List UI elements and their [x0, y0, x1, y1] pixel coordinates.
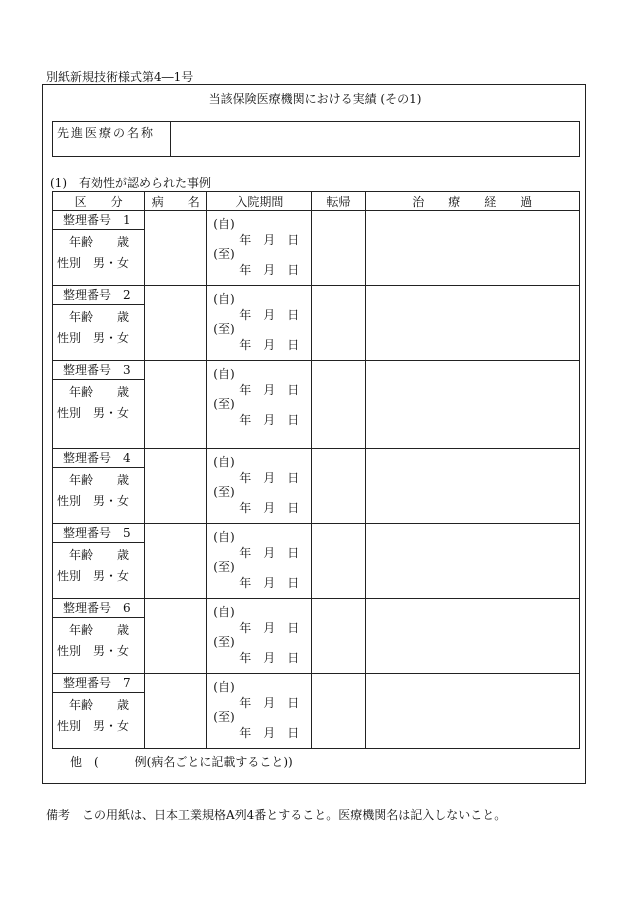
case-period-cell [207, 599, 312, 674]
period-to-date: 年 月 日 [239, 338, 300, 352]
period-from-label: (自) [213, 605, 235, 619]
case-registration-number: 整理番号 7 [53, 674, 144, 693]
case-registration-number: 整理番号 2 [53, 286, 144, 305]
period-from-date: 年 月 日 [239, 233, 300, 247]
case-sex: 性別 男・女 [57, 644, 130, 658]
period-from-label: (自) [213, 530, 235, 544]
header-disease: 病 名 [145, 192, 207, 211]
section-heading: (1) 有効性が認められた事例 [50, 176, 211, 190]
case-table-body [53, 211, 580, 749]
case-period-cell [207, 449, 312, 524]
case-course-cell [365, 599, 579, 674]
case-registration-number: 整理番号 3 [53, 361, 144, 380]
period-from-date: 年 月 日 [239, 471, 300, 485]
case-course-cell [365, 524, 579, 599]
case-row [53, 211, 580, 286]
case-disease-cell [145, 361, 207, 449]
advanced-medical-name-box [52, 121, 580, 157]
case-id-cell [53, 599, 145, 674]
case-sex: 性別 男・女 [57, 494, 130, 508]
case-sex: 性別 男・女 [57, 569, 130, 583]
period-to-label: (至) [213, 485, 235, 499]
case-outcome-cell [312, 524, 365, 599]
case-sex: 性別 男・女 [57, 331, 130, 345]
period-from-date: 年 月 日 [239, 696, 300, 710]
case-id-cell [53, 449, 145, 524]
case-period-cell [207, 361, 312, 449]
period-from-label: (自) [213, 217, 235, 231]
period-to-label: (至) [213, 635, 235, 649]
period-from-date: 年 月 日 [239, 546, 300, 560]
case-course-cell [365, 286, 579, 361]
other-cases-note: 他 ( 例(病名ごとに記載すること)) [70, 755, 293, 769]
case-disease-cell [145, 286, 207, 361]
period-to-label: (至) [213, 397, 235, 411]
period-to-date: 年 月 日 [239, 263, 300, 277]
period-to-label: (至) [213, 247, 235, 261]
case-registration-number: 整理番号 1 [53, 211, 144, 230]
case-age: 年齢 歳 [69, 473, 130, 487]
case-row [53, 449, 580, 524]
period-from-label: (自) [213, 292, 235, 306]
header-category: 区 分 [53, 192, 145, 211]
period-from-date: 年 月 日 [239, 308, 300, 322]
period-to-date: 年 月 日 [239, 501, 300, 515]
case-outcome-cell [312, 674, 365, 749]
case-id-cell [53, 211, 145, 286]
case-period-cell [207, 674, 312, 749]
case-row [53, 286, 580, 361]
case-outcome-cell [312, 449, 365, 524]
form-title: 当該保険医療機関における実績 (その1) [208, 92, 422, 106]
case-id-cell [53, 286, 145, 361]
case-period-cell [207, 524, 312, 599]
case-registration-number: 整理番号 6 [53, 599, 144, 618]
header-admission-period: 入院期間 [207, 192, 312, 211]
case-id-cell [53, 674, 145, 749]
case-disease-cell [145, 524, 207, 599]
case-period-cell [207, 286, 312, 361]
header-outcome: 転帰 [312, 192, 365, 211]
case-outcome-cell [312, 361, 365, 449]
period-to-date: 年 月 日 [239, 726, 300, 740]
case-registration-number: 整理番号 5 [53, 524, 144, 543]
period-to-label: (至) [213, 322, 235, 336]
case-registration-number: 整理番号 4 [53, 449, 144, 468]
form-number-label: 別紙新規技術様式第4―1号 [46, 70, 194, 84]
case-age: 年齢 歳 [69, 623, 130, 637]
case-period-cell [207, 211, 312, 286]
case-sex: 性別 男・女 [57, 256, 130, 270]
case-table [52, 191, 580, 749]
period-from-date: 年 月 日 [239, 383, 300, 397]
case-age: 年齢 歳 [69, 385, 130, 399]
case-row [53, 599, 580, 674]
case-outcome-cell [312, 599, 365, 674]
case-row [53, 361, 580, 449]
period-from-label: (自) [213, 455, 235, 469]
case-age: 年齢 歳 [69, 548, 130, 562]
case-outcome-cell [312, 211, 365, 286]
case-sex: 性別 男・女 [57, 719, 130, 733]
case-row [53, 524, 580, 599]
case-age: 年齢 歳 [69, 310, 130, 324]
case-row [53, 674, 580, 749]
remarks-note: 備考 この用紙は、日本工業規格A列4番とすること。医療機関名は記入しないこと。 [46, 808, 507, 822]
period-from-label: (自) [213, 367, 235, 381]
case-course-cell [365, 211, 579, 286]
period-to-date: 年 月 日 [239, 651, 300, 665]
period-to-date: 年 月 日 [239, 413, 300, 427]
period-to-date: 年 月 日 [239, 576, 300, 590]
case-disease-cell [145, 211, 207, 286]
case-id-cell [53, 361, 145, 449]
case-outcome-cell [312, 286, 365, 361]
case-id-cell [53, 524, 145, 599]
period-from-date: 年 月 日 [239, 621, 300, 635]
period-to-label: (至) [213, 710, 235, 724]
case-disease-cell [145, 674, 207, 749]
case-age: 年齢 歳 [69, 235, 130, 249]
case-age: 年齢 歳 [69, 698, 130, 712]
case-course-cell [365, 361, 579, 449]
case-course-cell [365, 449, 579, 524]
case-course-cell [365, 674, 579, 749]
case-sex: 性別 男・女 [57, 406, 130, 420]
header-treatment-course: 治 療 経 過 [365, 192, 579, 211]
case-disease-cell [145, 599, 207, 674]
case-disease-cell [145, 449, 207, 524]
case-table-header-row [53, 192, 580, 211]
advanced-medical-name-label: 先進医療の名称 [53, 122, 171, 156]
period-from-label: (自) [213, 680, 235, 694]
period-to-label: (至) [213, 560, 235, 574]
